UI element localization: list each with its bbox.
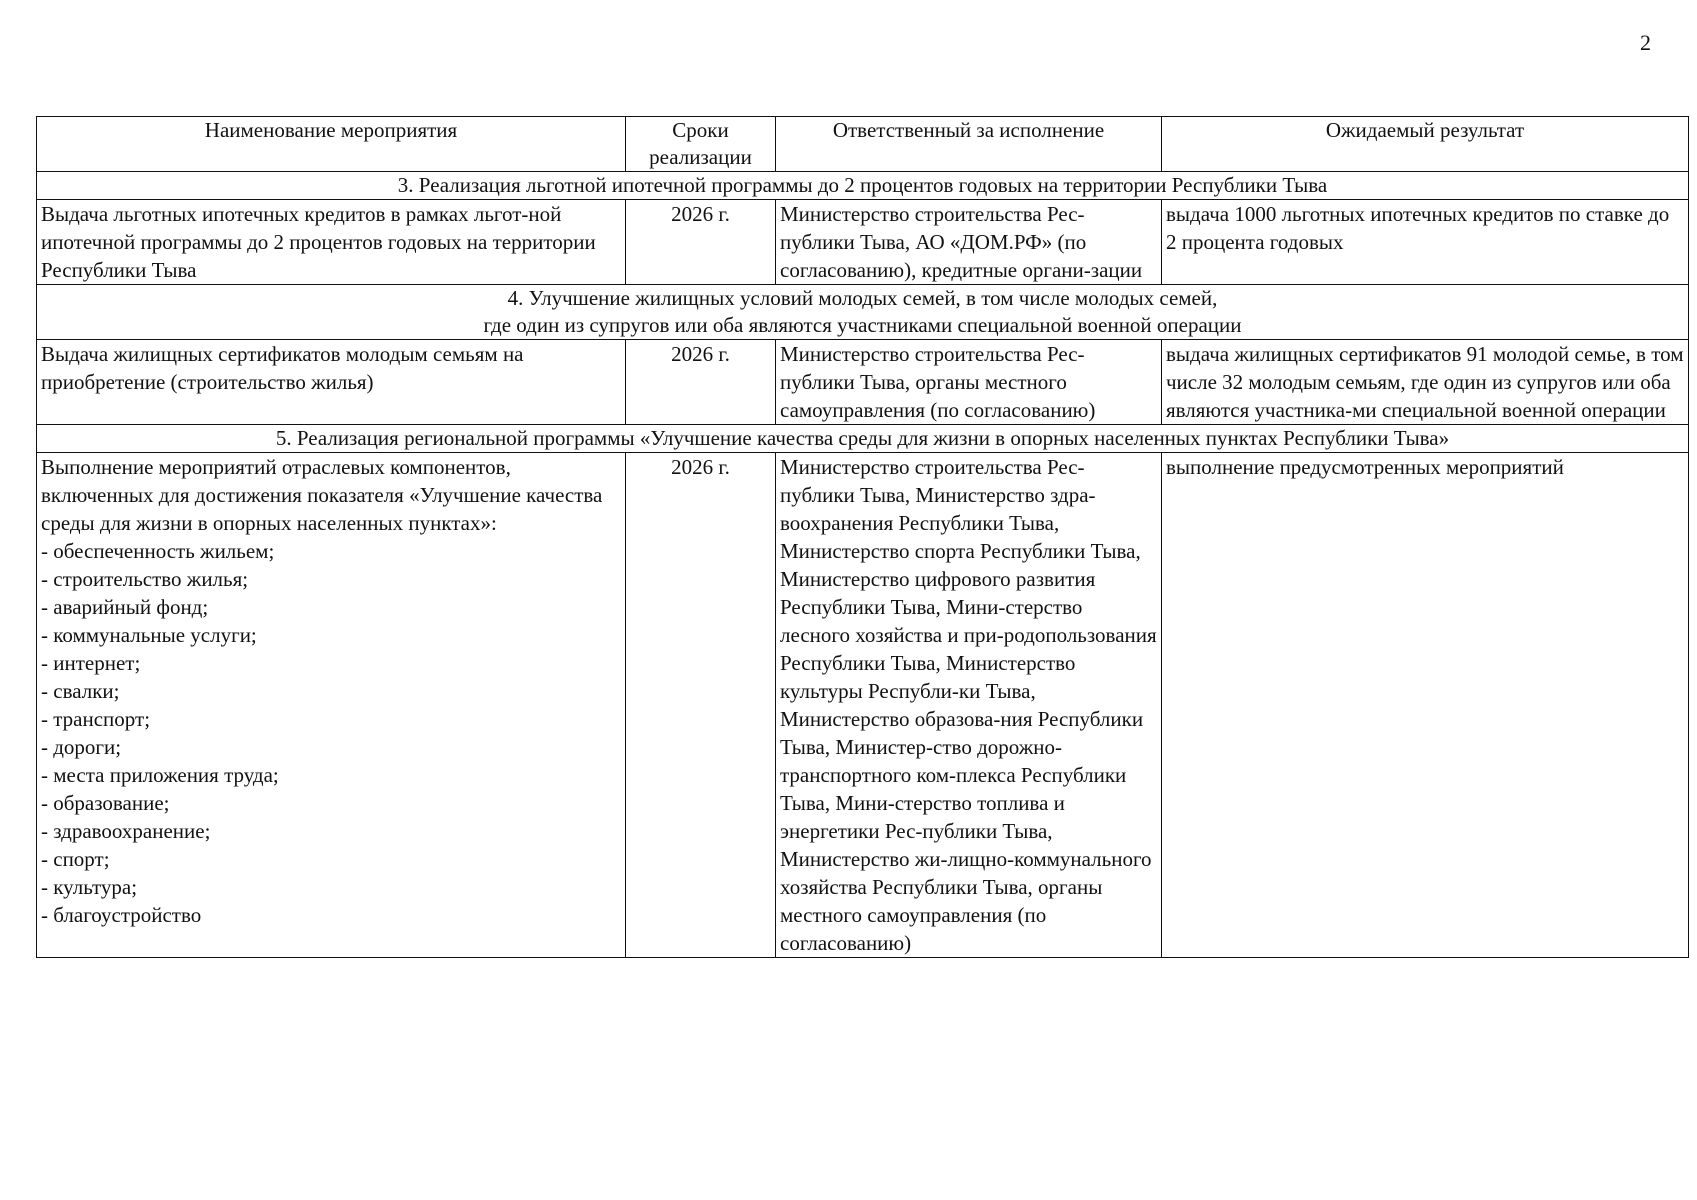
row-term: 2026 г.	[626, 453, 776, 958]
list-item: - здравоохранение;	[41, 819, 211, 843]
table-row	[37, 453, 1689, 958]
list-item: - строительство жилья;	[41, 567, 249, 591]
section-row	[37, 172, 1689, 200]
list-item: - свалки;	[41, 679, 120, 703]
list-item: - образование;	[41, 791, 170, 815]
list-item: - обеспеченность жильем;	[41, 539, 275, 563]
section-4-title	[37, 285, 1689, 340]
list-item: - места приложения труда;	[41, 763, 279, 787]
header-term-line1: Сроки	[672, 118, 729, 142]
list-item: - коммунальные услуги;	[41, 623, 257, 647]
section-5-title: 5. Реализация региональной программы «Улучшение качества среды для жизни в опорных населенных пунктах Республики Тыва»	[37, 425, 1689, 453]
row-result: выдача жилищных сертификатов 91 молодой семье, в том числе 32 молодым семьям, где один из супругов или оба являются участника-ми специальной военной операции	[1162, 340, 1689, 425]
page-number: 2	[1640, 30, 1651, 55]
row-responsible: Министерство строительства Рес-публики Тыва, Министерство здра-воохранения Республики Тыва, Министерство спорта Республики Тыва, Министерство цифрового развития Республики Тыва, Мини-стерство лесного хозяйства и при-родопользования Республики Тыва, Министерство культуры Республи-ки Тыва, Министерство образова-ния Республики Тыва, Министер-ство дорожно-транспортного ком-плекса Республики Тыва, Мини-стерство топлива и энергетики Рес-публики Тыва, Министерство жи-лищно-коммунального хозяйства Республики Тыва, органы местного самоуправления (по согласованию)	[776, 453, 1162, 958]
section-4-title-line2: где один из супругов или оба являются участниками специальной военной операции	[483, 313, 1242, 337]
header-name: Наименование мероприятия	[37, 117, 626, 172]
row-name: Выдача жилищных сертификатов молодым семьям на приобретение (строительство жилья)	[37, 340, 626, 425]
row-name-intro: Выполнение мероприятий отраслевых компонентов, включенных для достижения показателя «Улучшение качества среды для жизни в опорных населенных пунктах»:	[41, 455, 603, 535]
row-result: выдача 1000 льготных ипотечных кредитов по ставке до 2 процента годовых	[1162, 200, 1689, 285]
section-row	[37, 285, 1689, 340]
section-3-title: 3. Реализация льготной ипотечной программы до 2 процентов годовых на территории Республики Тыва	[37, 172, 1689, 200]
table-header-row	[37, 117, 1689, 172]
header-responsible: Ответственный за исполнение	[776, 117, 1162, 172]
header-term-line2: реализации	[649, 145, 752, 169]
table-row	[37, 340, 1689, 425]
list-item: - спорт;	[41, 847, 110, 871]
list-item: - аварийный фонд;	[41, 595, 209, 619]
header-result: Ожидаемый результат	[1162, 117, 1689, 172]
row-term: 2026 г.	[626, 340, 776, 425]
row-name: Выдача льготных ипотечных кредитов в рамках льгот-ной ипотечной программы до 2 процентов годовых на территории Республики Тыва	[37, 200, 626, 285]
row-result: выполнение предусмотренных мероприятий	[1162, 453, 1689, 958]
row-term: 2026 г.	[626, 200, 776, 285]
list-item: - транспорт;	[41, 707, 151, 731]
row-responsible: Министерство строительства Рес-публики Тыва, АО «ДОМ.РФ» (по согласованию), кредитные органи-зации	[776, 200, 1162, 285]
table-row	[37, 200, 1689, 285]
section-4-title-line1: 4. Улучшение жилищных условий молодых семей, в том числе молодых семей,	[507, 286, 1218, 310]
activities-table	[36, 116, 1689, 958]
list-item: - дороги;	[41, 735, 122, 759]
list-item: - культура;	[41, 875, 138, 899]
row-name	[37, 453, 626, 958]
list-item: - интернет;	[41, 651, 141, 675]
row-responsible: Министерство строительства Рес-публики Тыва, органы местного самоуправления (по согласованию)	[776, 340, 1162, 425]
header-term	[626, 117, 776, 172]
section-row	[37, 425, 1689, 453]
list-item: - благоустройство	[41, 903, 202, 927]
